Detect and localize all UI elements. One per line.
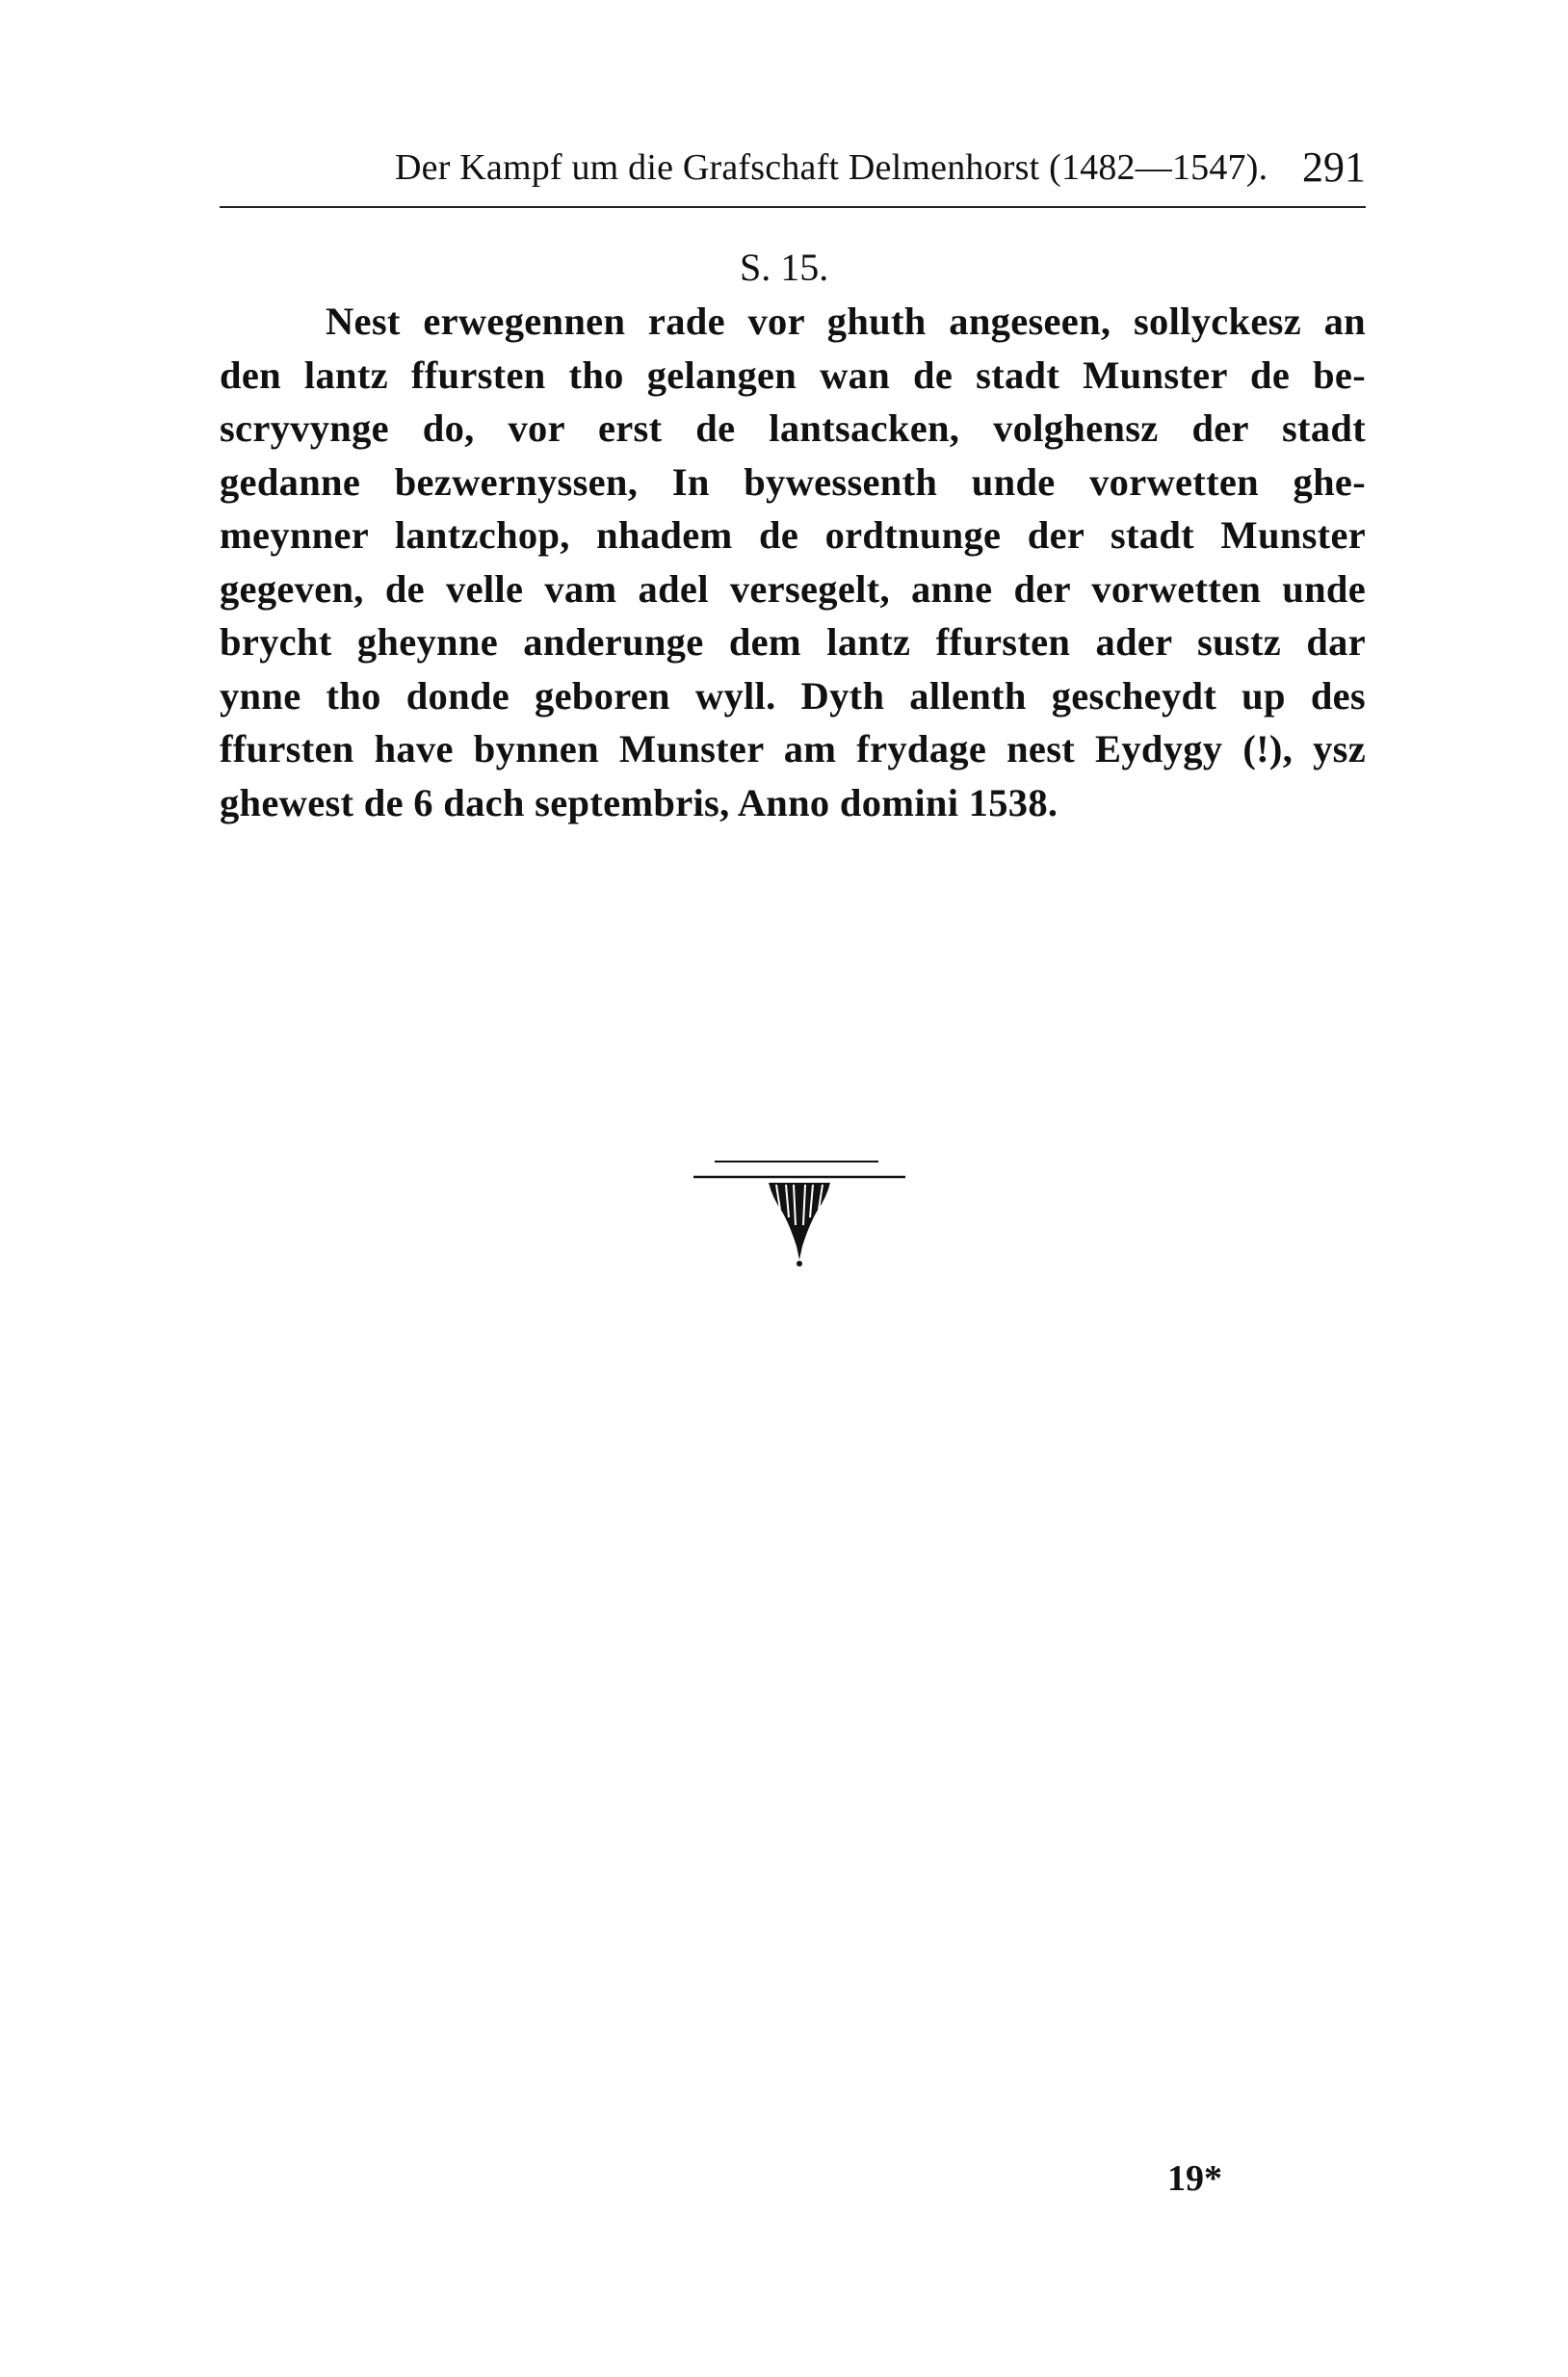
body-line: ffursten have bynnen Munster am frydage nest Eydygy (!), ysz [220, 727, 1366, 771]
body-line: ghewest de 6 dach septembris, Anno domini 1538. [220, 780, 1058, 824]
body-line: gedanne bezwernyssen, In bywessenth unde vorwetten ghe- [220, 459, 1366, 504]
body-paragraph [220, 295, 1366, 829]
body-line: brycht gheynne anderunge dem lantz ffursten ader sustz dar [220, 620, 1366, 664]
header-rule [220, 206, 1366, 208]
body-line: ynne tho donde geboren wyll. Dyth allenth gescheydt up des [220, 673, 1366, 718]
page-number: 291 [1302, 144, 1366, 191]
fleuron-ornament-icon [693, 1154, 905, 1269]
body-line: scryvynge do, vor erst de lantsacken, volghensz der stadt [220, 406, 1366, 450]
body-line: den lantz ffursten tho gelangen wan de stadt Munster de be- [220, 353, 1366, 397]
running-title: Der Kampf um die Grafschaft Delmenhorst (1482—1547). [395, 147, 1268, 188]
signature-mark: 19* [1167, 2158, 1222, 2199]
running-head [220, 143, 1366, 200]
body-line: gegeven, de velle vam adel versegelt, anne der vorwetten unde [220, 566, 1366, 611]
body-line: meynner lantzchop, nhadem de ordtnunge der stadt Munster [220, 513, 1366, 557]
section-label: S. 15. [740, 246, 829, 289]
body-line: Nest erwegennen rade vor ghuth angeseen, sollyckesz an [326, 300, 1366, 343]
